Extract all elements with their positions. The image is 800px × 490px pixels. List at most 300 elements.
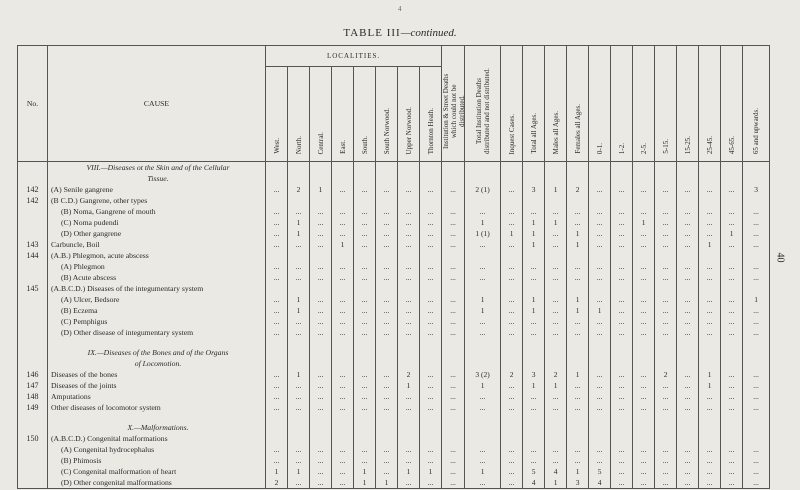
value-cell: ... [677, 184, 699, 195]
value-cell: ... [332, 455, 354, 466]
value-cell: ... [633, 444, 655, 455]
value-cell: ... [545, 455, 567, 466]
value-cell [332, 250, 354, 261]
value-cell: ... [677, 380, 699, 391]
cause-label: (C) Pemphigus [61, 317, 108, 326]
value-cell: ... [611, 316, 633, 327]
value-cell: ... [677, 206, 699, 217]
value-cell [398, 433, 420, 444]
value-cell: ... [501, 466, 523, 477]
value-cell [589, 250, 611, 261]
value-cell [545, 250, 567, 261]
value-cell: ... [721, 261, 743, 272]
value-cell: ... [420, 217, 442, 228]
table-row [18, 206, 770, 217]
cause-cell [48, 466, 266, 477]
value-cell [420, 283, 442, 294]
value-cell: ... [655, 294, 677, 305]
value-cell: ... [442, 402, 465, 413]
value-cell: ... [545, 294, 567, 305]
value-cell: ... [354, 305, 376, 316]
value-cell: ... [677, 369, 699, 380]
value-cell: ... [465, 272, 501, 283]
value-cell: ... [376, 184, 398, 195]
value-cell: 2 [501, 369, 523, 380]
value-cell: ... [398, 391, 420, 402]
value-cell [677, 195, 699, 206]
value-cell: 1 [743, 294, 770, 305]
header-col: West. [266, 67, 288, 162]
value-cell: ... [655, 184, 677, 195]
value-cell: ... [501, 261, 523, 272]
value-cell: ... [677, 477, 699, 489]
value-cell: ... [523, 272, 545, 283]
value-cell [611, 250, 633, 261]
value-cell [743, 250, 770, 261]
value-cell [266, 195, 288, 206]
value-cell: ... [699, 184, 721, 195]
value-cell: ... [567, 217, 589, 228]
value-cell [465, 250, 501, 261]
cause-label: (B C.D.) Gangrene, other types [51, 196, 148, 205]
value-cell [442, 283, 465, 294]
value-cell: ... [442, 217, 465, 228]
value-cell: ... [310, 316, 332, 327]
value-cell: ... [442, 369, 465, 380]
value-cell: ... [398, 217, 420, 228]
value-cell: ... [288, 239, 310, 250]
value-cell [567, 433, 589, 444]
value-cell: ... [420, 184, 442, 195]
value-cell: ... [523, 261, 545, 272]
value-cell: ... [611, 261, 633, 272]
table-row [18, 261, 770, 272]
value-cell: ... [523, 391, 545, 402]
value-cell: ... [398, 184, 420, 195]
value-cell: ... [721, 305, 743, 316]
cause-cell [48, 228, 266, 239]
section-heading-row [18, 358, 770, 369]
cause-cell [48, 217, 266, 228]
value-cell [501, 433, 523, 444]
value-cell: ... [354, 294, 376, 305]
cause-cell [48, 283, 266, 294]
header-cause: CAUSE [48, 46, 266, 162]
value-cell: ... [501, 294, 523, 305]
value-cell: 1 [545, 380, 567, 391]
value-cell: 1 [501, 228, 523, 239]
value-cell: ... [677, 444, 699, 455]
value-cell: ... [501, 327, 523, 338]
value-cell: ... [266, 305, 288, 316]
value-cell: ... [376, 402, 398, 413]
header-col: 0-1. [589, 46, 611, 162]
section-heading: Tissue. [48, 173, 266, 184]
header-col: North. [288, 67, 310, 162]
value-cell: ... [465, 402, 501, 413]
cause-cell [48, 380, 266, 391]
header-col: 15-25. [677, 46, 699, 162]
value-cell [567, 283, 589, 294]
value-cell: ... [420, 272, 442, 283]
value-cell: ... [465, 444, 501, 455]
value-cell: ... [376, 455, 398, 466]
row-number [18, 217, 48, 228]
value-cell: ... [589, 272, 611, 283]
value-cell: ... [523, 402, 545, 413]
value-cell: ... [288, 402, 310, 413]
cause-cell [48, 391, 266, 402]
value-cell: ... [567, 316, 589, 327]
table-row [18, 455, 770, 466]
value-cell: ... [743, 316, 770, 327]
value-cell: ... [420, 402, 442, 413]
row-number [18, 466, 48, 477]
value-cell [266, 433, 288, 444]
value-cell: ... [501, 217, 523, 228]
value-cell: ... [699, 466, 721, 477]
value-cell [420, 250, 442, 261]
value-cell: 1 [266, 466, 288, 477]
value-cell: ... [266, 294, 288, 305]
header-col: Upper Norwood. [398, 67, 420, 162]
value-cell [677, 250, 699, 261]
value-cell: ... [699, 316, 721, 327]
value-cell: ... [633, 228, 655, 239]
value-cell: ... [288, 327, 310, 338]
value-cell: ... [420, 239, 442, 250]
value-cell: ... [633, 305, 655, 316]
row-number: 149 [18, 402, 48, 413]
value-cell: ... [501, 239, 523, 250]
value-cell: ... [699, 402, 721, 413]
value-cell: ... [589, 380, 611, 391]
value-cell: ... [655, 261, 677, 272]
value-cell: ... [266, 239, 288, 250]
header-col: Total Institution Deaths distributed and not distributed. [465, 46, 501, 162]
value-cell: ... [376, 466, 398, 477]
value-cell: ... [420, 380, 442, 391]
cause-cell [48, 477, 266, 489]
value-cell [523, 250, 545, 261]
value-cell: ... [655, 391, 677, 402]
cause-label: Other diseases of locomotor system [51, 403, 161, 412]
value-cell: 1 [699, 380, 721, 391]
value-cell: ... [721, 466, 743, 477]
value-cell: ... [501, 391, 523, 402]
value-cell: 1 [699, 239, 721, 250]
value-cell: ... [721, 477, 743, 489]
value-cell: ... [266, 402, 288, 413]
value-cell [633, 195, 655, 206]
table-row [18, 283, 770, 294]
value-cell: ... [266, 316, 288, 327]
value-cell: 1 [545, 477, 567, 489]
value-cell [545, 195, 567, 206]
value-cell [266, 250, 288, 261]
value-cell [545, 433, 567, 444]
value-cell: ... [721, 294, 743, 305]
value-cell [310, 195, 332, 206]
value-cell: 1 [310, 184, 332, 195]
value-cell: ... [655, 239, 677, 250]
value-cell: ... [633, 327, 655, 338]
value-cell: ... [523, 444, 545, 455]
value-cell: ... [721, 380, 743, 391]
value-cell: 1 [465, 305, 501, 316]
value-cell: 5 [589, 466, 611, 477]
value-cell: 2 [545, 369, 567, 380]
value-cell [354, 433, 376, 444]
spacer-row [18, 338, 770, 347]
value-cell: ... [442, 327, 465, 338]
value-cell: ... [465, 477, 501, 489]
value-cell: ... [310, 239, 332, 250]
value-cell: 1 [288, 466, 310, 477]
value-cell [633, 433, 655, 444]
value-cell: ... [310, 444, 332, 455]
value-cell: ... [743, 391, 770, 402]
cause-cell [48, 206, 266, 217]
value-cell: ... [677, 217, 699, 228]
value-cell: ... [721, 444, 743, 455]
cause-label: (B) Noma, Gangrene of mouth [61, 207, 156, 216]
row-number [18, 261, 48, 272]
value-cell: ... [677, 272, 699, 283]
value-cell: ... [589, 261, 611, 272]
value-cell: ... [310, 217, 332, 228]
value-cell: ... [354, 272, 376, 283]
cause-label: (B) Eczema [61, 306, 98, 315]
value-cell: ... [721, 184, 743, 195]
value-cell: ... [332, 477, 354, 489]
value-cell: ... [699, 261, 721, 272]
header-col: South Norwood. [376, 67, 398, 162]
cause-cell [48, 261, 266, 272]
value-cell [332, 283, 354, 294]
value-cell: ... [589, 455, 611, 466]
row-number: 143 [18, 239, 48, 250]
value-cell: ... [677, 305, 699, 316]
value-cell [567, 250, 589, 261]
row-number: 145 [18, 283, 48, 294]
value-cell: ... [545, 228, 567, 239]
value-cell: ... [501, 444, 523, 455]
value-cell: ... [288, 272, 310, 283]
value-cell: ... [677, 402, 699, 413]
value-cell: ... [420, 455, 442, 466]
value-cell: ... [721, 327, 743, 338]
value-cell: ... [310, 261, 332, 272]
value-cell: ... [633, 239, 655, 250]
value-cell: ... [677, 261, 699, 272]
value-cell: ... [677, 455, 699, 466]
header-col: Inquest Cases. [501, 46, 523, 162]
table-row [18, 369, 770, 380]
value-cell: ... [376, 206, 398, 217]
row-number [18, 272, 48, 283]
value-cell: 3 [523, 184, 545, 195]
row-number: 148 [18, 391, 48, 402]
value-cell: 4 [523, 477, 545, 489]
header-col: Thornton Heath. [420, 67, 442, 162]
value-cell: 1 [288, 305, 310, 316]
value-cell: ... [376, 217, 398, 228]
value-cell: ... [501, 455, 523, 466]
value-cell: ... [699, 444, 721, 455]
value-cell [465, 283, 501, 294]
value-cell: ... [442, 455, 465, 466]
cause-label: (A.B.C.D.) Congenital malformations [51, 434, 168, 443]
value-cell: 3 [567, 477, 589, 489]
value-cell: ... [743, 217, 770, 228]
value-cell [721, 433, 743, 444]
value-cell: ... [376, 272, 398, 283]
cause-cell [48, 195, 266, 206]
value-cell: ... [611, 305, 633, 316]
value-cell: ... [589, 402, 611, 413]
value-cell: ... [545, 272, 567, 283]
value-cell: ... [288, 206, 310, 217]
header-no: No. [18, 46, 48, 162]
row-number [18, 327, 48, 338]
value-cell [655, 433, 677, 444]
value-cell [655, 250, 677, 261]
value-cell: ... [332, 466, 354, 477]
cause-cell [48, 272, 266, 283]
value-cell: ... [398, 455, 420, 466]
value-cell: ... [376, 444, 398, 455]
value-cell: ... [398, 228, 420, 239]
value-cell: 1 [288, 294, 310, 305]
value-cell: ... [523, 455, 545, 466]
value-cell: ... [376, 305, 398, 316]
value-cell: ... [376, 228, 398, 239]
value-cell: ... [523, 316, 545, 327]
value-cell: ... [743, 455, 770, 466]
value-cell: 1 [567, 305, 589, 316]
value-cell: ... [332, 294, 354, 305]
value-cell: 1 [567, 294, 589, 305]
value-cell [288, 195, 310, 206]
value-cell: ... [611, 402, 633, 413]
value-cell: ... [442, 380, 465, 391]
value-cell: 3 (2) [465, 369, 501, 380]
value-cell [420, 195, 442, 206]
value-cell [699, 433, 721, 444]
header-col: Females all Ages. [567, 46, 589, 162]
value-cell [354, 283, 376, 294]
cause-cell [48, 184, 266, 195]
value-cell: ... [611, 206, 633, 217]
value-cell: ... [332, 305, 354, 316]
value-cell: ... [354, 391, 376, 402]
value-cell: ... [442, 466, 465, 477]
value-cell: ... [545, 327, 567, 338]
value-cell: ... [567, 380, 589, 391]
value-cell: ... [567, 391, 589, 402]
value-cell: 1 [398, 380, 420, 391]
value-cell: ... [677, 228, 699, 239]
section-heading-row [18, 173, 770, 184]
value-cell [442, 195, 465, 206]
value-cell: ... [420, 261, 442, 272]
row-number [18, 316, 48, 327]
value-cell [611, 433, 633, 444]
cause-label: Carbuncle, Boil [51, 240, 100, 249]
value-cell: ... [677, 466, 699, 477]
table-row [18, 250, 770, 261]
value-cell: ... [655, 327, 677, 338]
value-cell: ... [611, 444, 633, 455]
value-cell: ... [567, 272, 589, 283]
value-cell: ... [721, 402, 743, 413]
value-cell: ... [501, 206, 523, 217]
value-cell: ... [266, 206, 288, 217]
value-cell: ... [699, 217, 721, 228]
value-cell: ... [655, 217, 677, 228]
header-col: 45-65. [721, 46, 743, 162]
value-cell: ... [442, 294, 465, 305]
value-cell [611, 195, 633, 206]
value-cell: 1 [354, 466, 376, 477]
value-cell: ... [589, 239, 611, 250]
value-cell: ... [354, 455, 376, 466]
value-cell [288, 250, 310, 261]
value-cell [501, 195, 523, 206]
value-cell [611, 283, 633, 294]
value-cell [743, 195, 770, 206]
value-cell: 1 [545, 184, 567, 195]
value-cell: ... [567, 455, 589, 466]
value-cell: ... [523, 206, 545, 217]
value-cell: ... [743, 228, 770, 239]
value-cell: ... [442, 228, 465, 239]
value-cell [310, 433, 332, 444]
value-cell: ... [310, 466, 332, 477]
value-cell: ... [354, 402, 376, 413]
value-cell: 1 [354, 477, 376, 489]
value-cell: ... [699, 327, 721, 338]
value-cell: ... [721, 455, 743, 466]
value-cell [398, 195, 420, 206]
value-cell: ... [442, 316, 465, 327]
value-cell: 1 [465, 466, 501, 477]
value-cell: ... [420, 206, 442, 217]
value-cell: ... [589, 217, 611, 228]
value-cell: ... [376, 261, 398, 272]
value-cell [567, 195, 589, 206]
value-cell: ... [266, 455, 288, 466]
value-cell: ... [354, 444, 376, 455]
value-cell: 1 [465, 294, 501, 305]
cause-label: (B) Acute abscess [61, 273, 117, 282]
value-cell: ... [398, 239, 420, 250]
value-cell: ... [633, 369, 655, 380]
table-row [18, 272, 770, 283]
value-cell: ... [699, 391, 721, 402]
value-cell: ... [376, 369, 398, 380]
value-cell: ... [589, 184, 611, 195]
value-cell: ... [266, 391, 288, 402]
value-cell: ... [699, 272, 721, 283]
cause-cell [48, 369, 266, 380]
value-cell: ... [398, 206, 420, 217]
value-cell: ... [633, 294, 655, 305]
row-number [18, 477, 48, 489]
value-cell [442, 250, 465, 261]
value-cell: ... [721, 206, 743, 217]
